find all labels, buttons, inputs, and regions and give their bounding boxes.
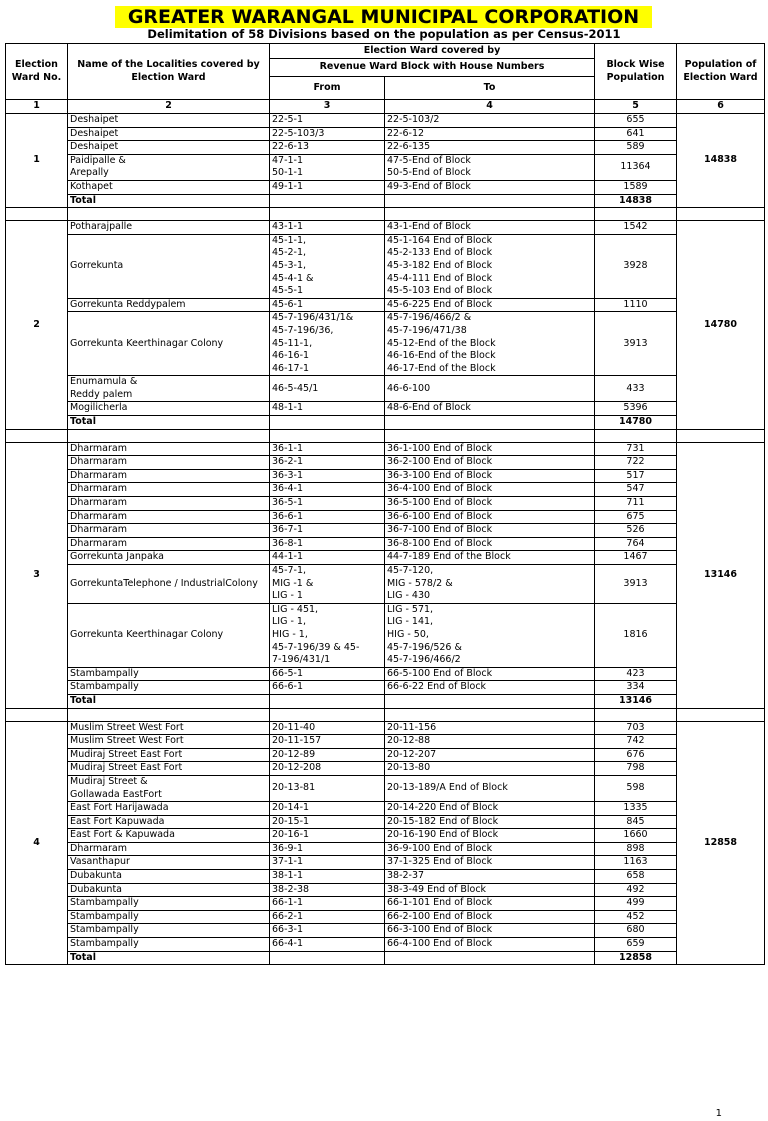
house-number-from: 66-2-1 bbox=[270, 910, 385, 924]
block-population: 452 bbox=[595, 910, 677, 924]
empty-cell bbox=[385, 429, 595, 442]
locality-name: Dharmaram bbox=[68, 510, 270, 524]
house-number-to: 66-3-100 End of Block bbox=[385, 924, 595, 938]
house-number-from: 20-13-81 bbox=[270, 775, 385, 801]
block-population: 547 bbox=[595, 483, 677, 497]
house-number-from: 36-8-1 bbox=[270, 537, 385, 551]
table-row bbox=[6, 565, 765, 604]
ward-population: 14780 bbox=[677, 221, 765, 430]
table-row bbox=[6, 897, 765, 911]
locality-name: Mudiraj Street & Gollawada EastFort bbox=[68, 775, 270, 801]
house-number-from: 45-1-1, 45-2-1, 45-3-1, 45-4-1 & 45-5-1 bbox=[270, 234, 385, 298]
table-row bbox=[6, 681, 765, 695]
locality-name: Dharmaram bbox=[68, 469, 270, 483]
total-population: 13146 bbox=[595, 694, 677, 708]
empty-cell bbox=[68, 708, 270, 721]
table-row bbox=[6, 141, 765, 155]
locality-name: Dharmaram bbox=[68, 483, 270, 497]
block-population: 433 bbox=[595, 376, 677, 402]
block-population: 517 bbox=[595, 469, 677, 483]
table-row bbox=[6, 721, 765, 735]
locality-name: Dharmaram bbox=[68, 524, 270, 538]
locality-name: Mudiraj Street East Fort bbox=[68, 762, 270, 776]
locality-name: Deshaipet bbox=[68, 114, 270, 128]
house-number-from: 20-14-1 bbox=[270, 802, 385, 816]
empty-cell bbox=[270, 708, 385, 721]
total-label: Total bbox=[68, 694, 270, 708]
table-row bbox=[6, 154, 765, 180]
house-number-to: 36-1-100 End of Block bbox=[385, 442, 595, 456]
house-number-to: 45-6-225 End of Block bbox=[385, 298, 595, 312]
block-population: 711 bbox=[595, 497, 677, 511]
header-ward-no: Election Ward No. bbox=[6, 44, 68, 100]
house-number-to: 44-7-189 End of the Block bbox=[385, 551, 595, 565]
empty-cell bbox=[270, 416, 385, 430]
house-number-from: 45-7-196/431/1& 45-7-196/36, 45-11-1, 46-16-1 46-17-1 bbox=[270, 312, 385, 376]
house-number-from: 22-5-1 bbox=[270, 114, 385, 128]
locality-name: Kothapet bbox=[68, 180, 270, 194]
house-number-to: 48-6-End of Block bbox=[385, 402, 595, 416]
header-ward-population: Population of Election Ward bbox=[677, 44, 765, 100]
table-row bbox=[6, 603, 765, 667]
separator-row bbox=[6, 208, 765, 221]
table-row bbox=[6, 870, 765, 884]
house-number-from: 47-1-1 50-1-1 bbox=[270, 154, 385, 180]
house-number-to: 66-5-100 End of Block bbox=[385, 667, 595, 681]
house-number-to: 20-12-207 bbox=[385, 748, 595, 762]
house-number-from: 20-11-40 bbox=[270, 721, 385, 735]
block-population: 1589 bbox=[595, 180, 677, 194]
house-number-to: 38-3-49 End of Block bbox=[385, 883, 595, 897]
table-row bbox=[6, 298, 765, 312]
empty-cell bbox=[6, 429, 68, 442]
block-population: 845 bbox=[595, 815, 677, 829]
empty-cell bbox=[270, 208, 385, 221]
house-number-from: 45-7-1, MIG -1 & LIG - 1 bbox=[270, 565, 385, 604]
block-population: 659 bbox=[595, 938, 677, 952]
locality-name: Potharajpalle bbox=[68, 221, 270, 235]
block-population: 675 bbox=[595, 510, 677, 524]
house-number-from: 36-9-1 bbox=[270, 842, 385, 856]
table-row bbox=[6, 551, 765, 565]
block-population: 1335 bbox=[595, 802, 677, 816]
house-number-from: 36-7-1 bbox=[270, 524, 385, 538]
document-subtitle: Delimitation of 58 Divisions based on the population as per Census-2011 bbox=[147, 27, 621, 41]
empty-cell bbox=[68, 429, 270, 442]
house-number-from: 36-4-1 bbox=[270, 483, 385, 497]
house-number-to: 22-5-103/2 bbox=[385, 114, 595, 128]
house-number-to: 45-7-120, MIG - 578/2 & LIG - 430 bbox=[385, 565, 595, 604]
block-population: 798 bbox=[595, 762, 677, 776]
total-population: 14780 bbox=[595, 416, 677, 430]
house-number-to: 22-6-12 bbox=[385, 127, 595, 141]
house-number-from: 66-6-1 bbox=[270, 681, 385, 695]
total-label: Total bbox=[68, 951, 270, 965]
ward-table-body bbox=[6, 114, 765, 965]
table-row bbox=[6, 510, 765, 524]
locality-name: Vasanthapur bbox=[68, 856, 270, 870]
column-number: 5 bbox=[595, 100, 677, 114]
block-population: 1542 bbox=[595, 221, 677, 235]
table-row bbox=[6, 924, 765, 938]
locality-name: Dubakunta bbox=[68, 870, 270, 884]
block-population: 598 bbox=[595, 775, 677, 801]
locality-name: Mogilicherla bbox=[68, 402, 270, 416]
locality-name: Dubakunta bbox=[68, 883, 270, 897]
table-row bbox=[6, 497, 765, 511]
locality-name: Stambampally bbox=[68, 924, 270, 938]
house-number-to: 36-5-100 End of Block bbox=[385, 497, 595, 511]
locality-name: Dharmaram bbox=[68, 497, 270, 511]
locality-name: Dharmaram bbox=[68, 842, 270, 856]
separator-row bbox=[6, 429, 765, 442]
header-to: To bbox=[385, 77, 595, 100]
locality-name: Stambampally bbox=[68, 938, 270, 952]
locality-name: Paidipalle & Arepally bbox=[68, 154, 270, 180]
locality-name: Gorrekunta Janpaka bbox=[68, 551, 270, 565]
ward-number: 1 bbox=[6, 114, 68, 208]
block-population: 676 bbox=[595, 748, 677, 762]
locality-name: Stambampally bbox=[68, 910, 270, 924]
table-row bbox=[6, 442, 765, 456]
house-number-to: 36-2-100 End of Block bbox=[385, 456, 595, 470]
empty-cell bbox=[595, 429, 677, 442]
locality-name: Enumamula & Reddy palem bbox=[68, 376, 270, 402]
house-number-to: 36-6-100 End of Block bbox=[385, 510, 595, 524]
house-number-to: 36-8-100 End of Block bbox=[385, 537, 595, 551]
house-number-from: 66-5-1 bbox=[270, 667, 385, 681]
table-row bbox=[6, 469, 765, 483]
house-number-from: 66-1-1 bbox=[270, 897, 385, 911]
house-number-to: 20-14-220 End of Block bbox=[385, 802, 595, 816]
house-number-to: 66-1-101 End of Block bbox=[385, 897, 595, 911]
locality-name: Muslim Street West Fort bbox=[68, 721, 270, 735]
locality-name: Stambampally bbox=[68, 667, 270, 681]
block-population: 1816 bbox=[595, 603, 677, 667]
table-row bbox=[6, 842, 765, 856]
ward-population: 13146 bbox=[677, 442, 765, 708]
total-row bbox=[6, 416, 765, 430]
block-population: 764 bbox=[595, 537, 677, 551]
table-row bbox=[6, 667, 765, 681]
total-label: Total bbox=[68, 194, 270, 208]
total-population: 12858 bbox=[595, 951, 677, 965]
house-number-from: 66-3-1 bbox=[270, 924, 385, 938]
table-row bbox=[6, 735, 765, 749]
empty-cell bbox=[270, 194, 385, 208]
locality-name: Gorrekunta Reddypalem bbox=[68, 298, 270, 312]
total-label: Total bbox=[68, 416, 270, 430]
block-population: 1163 bbox=[595, 856, 677, 870]
locality-name: East Fort Kapuwada bbox=[68, 815, 270, 829]
table-row bbox=[6, 802, 765, 816]
empty-cell bbox=[385, 416, 595, 430]
total-row bbox=[6, 694, 765, 708]
separator-row bbox=[6, 708, 765, 721]
table-row bbox=[6, 234, 765, 298]
house-number-to: 20-13-189/A End of Block bbox=[385, 775, 595, 801]
house-number-to: 45-1-164 End of Block 45-2-133 End of Block 45-3-182 End of Block 45-4-111 End of Block 45-5-103 End of Block bbox=[385, 234, 595, 298]
table-row bbox=[6, 910, 765, 924]
empty-cell bbox=[677, 208, 765, 221]
house-number-from: 22-6-13 bbox=[270, 141, 385, 155]
house-number-from: 46-5-45/1 bbox=[270, 376, 385, 402]
house-number-from: 20-15-1 bbox=[270, 815, 385, 829]
house-number-from: 22-5-103/3 bbox=[270, 127, 385, 141]
empty-cell bbox=[68, 208, 270, 221]
house-number-to: 49-3-End of Block bbox=[385, 180, 595, 194]
empty-cell bbox=[385, 694, 595, 708]
block-population: 423 bbox=[595, 667, 677, 681]
house-number-to: 66-4-100 End of Block bbox=[385, 938, 595, 952]
locality-name: Dharmaram bbox=[68, 537, 270, 551]
ward-population: 14838 bbox=[677, 114, 765, 208]
empty-cell bbox=[385, 194, 595, 208]
block-population: 334 bbox=[595, 681, 677, 695]
table-row bbox=[6, 524, 765, 538]
table-row bbox=[6, 856, 765, 870]
ward-population: 12858 bbox=[677, 721, 765, 965]
total-population: 14838 bbox=[595, 194, 677, 208]
house-number-from: 44-1-1 bbox=[270, 551, 385, 565]
house-number-to: 66-6-22 End of Block bbox=[385, 681, 595, 695]
house-number-from: 49-1-1 bbox=[270, 180, 385, 194]
table-row bbox=[6, 762, 765, 776]
column-number: 1 bbox=[6, 100, 68, 114]
empty-cell bbox=[595, 708, 677, 721]
empty-cell bbox=[385, 208, 595, 221]
block-population: 898 bbox=[595, 842, 677, 856]
house-number-from: 36-3-1 bbox=[270, 469, 385, 483]
total-row bbox=[6, 951, 765, 965]
house-number-to: 22-6-135 bbox=[385, 141, 595, 155]
house-number-to: 20-11-156 bbox=[385, 721, 595, 735]
table-row bbox=[6, 456, 765, 470]
block-population: 742 bbox=[595, 735, 677, 749]
block-population: 1467 bbox=[595, 551, 677, 565]
block-population: 3928 bbox=[595, 234, 677, 298]
table-row bbox=[6, 221, 765, 235]
house-number-from: 20-12-89 bbox=[270, 748, 385, 762]
block-population: 722 bbox=[595, 456, 677, 470]
header-block-population: Block Wise Population bbox=[595, 44, 677, 100]
house-number-to: 46-6-100 bbox=[385, 376, 595, 402]
house-number-from: LIG - 451, LIG - 1, HIG - 1, 45-7-196/39 & 45- 7-196/431/1 bbox=[270, 603, 385, 667]
block-population: 731 bbox=[595, 442, 677, 456]
locality-name: Gorrekunta bbox=[68, 234, 270, 298]
house-number-from: 20-12-208 bbox=[270, 762, 385, 776]
house-number-from: 36-5-1 bbox=[270, 497, 385, 511]
house-number-from: 45-6-1 bbox=[270, 298, 385, 312]
column-number: 6 bbox=[677, 100, 765, 114]
house-number-from: 66-4-1 bbox=[270, 938, 385, 952]
block-population: 658 bbox=[595, 870, 677, 884]
house-number-to: 36-9-100 End of Block bbox=[385, 842, 595, 856]
table-row bbox=[6, 537, 765, 551]
house-number-to: LIG - 571, LIG - 141, HIG - 50, 45-7-196/526 & 45-7-196/466/2 bbox=[385, 603, 595, 667]
ward-number: 3 bbox=[6, 442, 68, 708]
table-row bbox=[6, 180, 765, 194]
empty-cell bbox=[385, 708, 595, 721]
column-number: 2 bbox=[68, 100, 270, 114]
house-number-from: 38-1-1 bbox=[270, 870, 385, 884]
house-number-from: 43-1-1 bbox=[270, 221, 385, 235]
block-population: 703 bbox=[595, 721, 677, 735]
empty-cell bbox=[270, 694, 385, 708]
ward-table bbox=[5, 43, 765, 965]
house-number-to: 45-7-196/466/2 & 45-7-196/471/38 45-12-End of the Block 46-16-End of the Block 46-17-End of the Block bbox=[385, 312, 595, 376]
empty-cell bbox=[6, 708, 68, 721]
locality-name: Gorrekunta Keerthinagar Colony bbox=[68, 312, 270, 376]
house-number-to: 47-5-End of Block 50-5-End of Block bbox=[385, 154, 595, 180]
house-number-from: 48-1-1 bbox=[270, 402, 385, 416]
house-number-to: 20-16-190 End of Block bbox=[385, 829, 595, 843]
locality-name: Stambampally bbox=[68, 897, 270, 911]
empty-cell bbox=[677, 708, 765, 721]
empty-cell bbox=[270, 951, 385, 965]
ward-number: 2 bbox=[6, 221, 68, 430]
header-revenue-block: Revenue Ward Block with House Numbers bbox=[270, 59, 595, 77]
table-row bbox=[6, 114, 765, 128]
table-row bbox=[6, 938, 765, 952]
locality-name: GorrekuntaTelephone / IndustrialColony bbox=[68, 565, 270, 604]
block-population: 499 bbox=[595, 897, 677, 911]
header-covered-by: Election Ward covered by bbox=[270, 44, 595, 59]
house-number-to: 20-13-80 bbox=[385, 762, 595, 776]
house-number-to: 36-4-100 End of Block bbox=[385, 483, 595, 497]
house-number-from: 36-1-1 bbox=[270, 442, 385, 456]
house-number-from: 38-2-38 bbox=[270, 883, 385, 897]
locality-name: Gorrekunta Keerthinagar Colony bbox=[68, 603, 270, 667]
table-row bbox=[6, 127, 765, 141]
table-row bbox=[6, 376, 765, 402]
block-population: 11364 bbox=[595, 154, 677, 180]
locality-name: Dharmaram bbox=[68, 456, 270, 470]
locality-name: Dharmaram bbox=[68, 442, 270, 456]
block-population: 3913 bbox=[595, 565, 677, 604]
page-number: 1 bbox=[715, 1108, 722, 1119]
house-number-to: 36-7-100 End of Block bbox=[385, 524, 595, 538]
table-row bbox=[6, 775, 765, 801]
empty-cell bbox=[270, 429, 385, 442]
table-row bbox=[6, 883, 765, 897]
house-number-to: 36-3-100 End of Block bbox=[385, 469, 595, 483]
house-number-from: 20-11-157 bbox=[270, 735, 385, 749]
locality-name: Deshaipet bbox=[68, 127, 270, 141]
header-localities: Name of the Localities covered by Election Ward bbox=[68, 44, 270, 100]
block-population: 526 bbox=[595, 524, 677, 538]
block-population: 589 bbox=[595, 141, 677, 155]
header-from: From bbox=[270, 77, 385, 100]
column-number: 3 bbox=[270, 100, 385, 114]
table-row bbox=[6, 402, 765, 416]
house-number-to: 37-1-325 End of Block bbox=[385, 856, 595, 870]
block-population: 655 bbox=[595, 114, 677, 128]
empty-cell bbox=[6, 208, 68, 221]
block-population: 492 bbox=[595, 883, 677, 897]
house-number-to: 66-2-100 End of Block bbox=[385, 910, 595, 924]
block-population: 641 bbox=[595, 127, 677, 141]
ward-number: 4 bbox=[6, 721, 68, 965]
house-number-to: 38-2-37 bbox=[385, 870, 595, 884]
empty-cell bbox=[595, 208, 677, 221]
house-number-from: 20-16-1 bbox=[270, 829, 385, 843]
house-number-from: 36-6-1 bbox=[270, 510, 385, 524]
block-population: 1660 bbox=[595, 829, 677, 843]
empty-cell bbox=[677, 429, 765, 442]
table-row bbox=[6, 312, 765, 376]
house-number-to: 20-12-88 bbox=[385, 735, 595, 749]
locality-name: Stambampally bbox=[68, 681, 270, 695]
table-row bbox=[6, 483, 765, 497]
table-row bbox=[6, 829, 765, 843]
empty-cell bbox=[385, 951, 595, 965]
house-number-from: 37-1-1 bbox=[270, 856, 385, 870]
locality-name: Mudiraj Street East Fort bbox=[68, 748, 270, 762]
document-title: GREATER WARANGAL MUNICIPAL CORPORATION bbox=[115, 6, 652, 28]
table-row bbox=[6, 815, 765, 829]
house-number-from: 36-2-1 bbox=[270, 456, 385, 470]
house-number-to: 43-1-End of Block bbox=[385, 221, 595, 235]
block-population: 1110 bbox=[595, 298, 677, 312]
locality-name: East Fort Harijawada bbox=[68, 802, 270, 816]
column-number: 4 bbox=[385, 100, 595, 114]
total-row bbox=[6, 194, 765, 208]
block-population: 5396 bbox=[595, 402, 677, 416]
locality-name: East Fort & Kapuwada bbox=[68, 829, 270, 843]
table-row bbox=[6, 748, 765, 762]
locality-name: Deshaipet bbox=[68, 141, 270, 155]
block-population: 680 bbox=[595, 924, 677, 938]
house-number-to: 20-15-182 End of Block bbox=[385, 815, 595, 829]
block-population: 3913 bbox=[595, 312, 677, 376]
locality-name: Muslim Street West Fort bbox=[68, 735, 270, 749]
